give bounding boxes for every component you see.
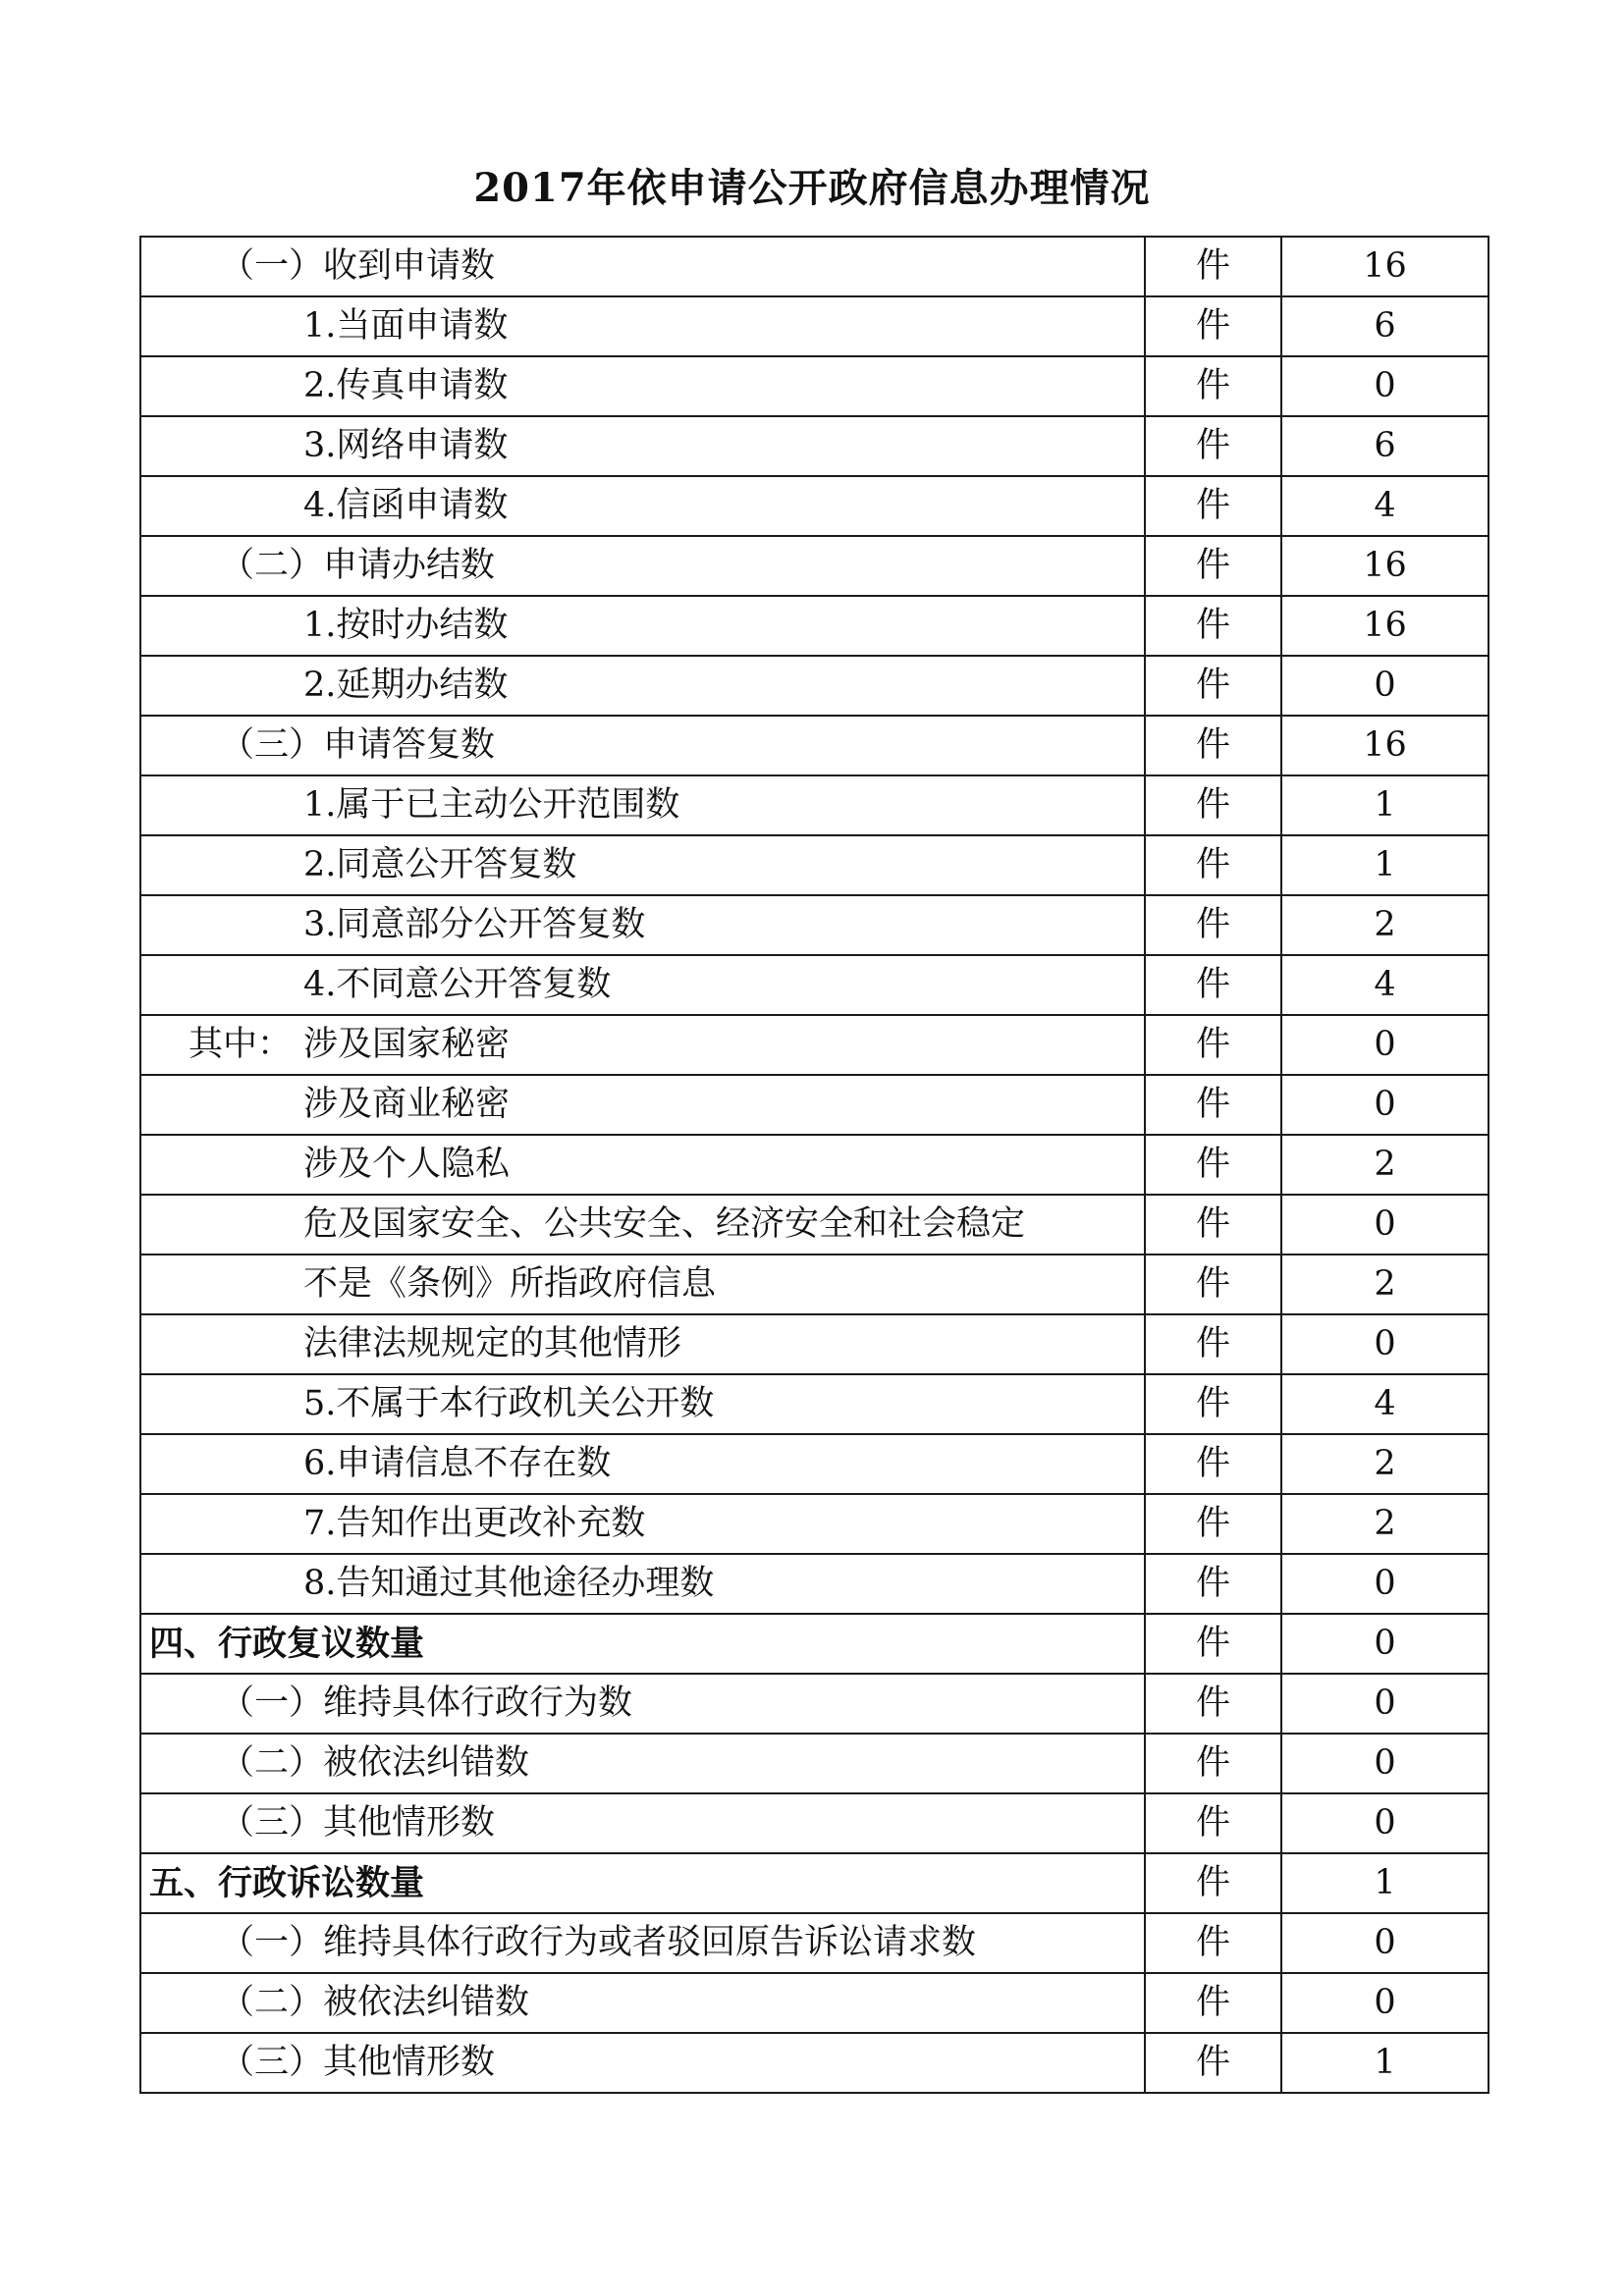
item-label: （一）维持具体行政行为数 — [140, 1674, 1145, 1734]
item-label-cell — [140, 1015, 1145, 1075]
statistics-table — [139, 236, 1489, 2094]
item-label: 6.申请信息不存在数 — [140, 1434, 1145, 1494]
table-row — [140, 1314, 1489, 1374]
unit-cell: 件 — [1145, 596, 1281, 656]
table-row — [140, 955, 1489, 1015]
table-row — [140, 1674, 1489, 1734]
value-cell: 2 — [1281, 1255, 1489, 1314]
unit-cell: 件 — [1145, 1195, 1281, 1255]
value-cell: 0 — [1281, 1195, 1489, 1255]
value-cell: 16 — [1281, 536, 1489, 596]
table-row — [140, 1075, 1489, 1135]
item-label: （三）申请答复数 — [140, 716, 1145, 775]
value-cell: 2 — [1281, 1494, 1489, 1554]
unit-cell: 件 — [1145, 656, 1281, 716]
unit-cell: 件 — [1145, 1554, 1281, 1614]
value-cell: 2 — [1281, 1434, 1489, 1494]
section-heading-label: 五、行政诉讼数量 — [140, 1853, 1145, 1913]
value-cell: 16 — [1281, 596, 1489, 656]
unit-cell: 件 — [1145, 955, 1281, 1015]
item-label: 4.信函申请数 — [140, 476, 1145, 536]
value-cell: 0 — [1281, 1015, 1489, 1075]
table-row — [140, 1793, 1489, 1853]
value-cell: 0 — [1281, 1973, 1489, 2033]
item-label: 4.不同意公开答复数 — [140, 955, 1145, 1015]
table-row — [140, 356, 1489, 416]
value-cell: 4 — [1281, 476, 1489, 536]
unit-cell: 件 — [1145, 1674, 1281, 1734]
value-cell: 0 — [1281, 1793, 1489, 1853]
qizhong-prefix: 其中： — [189, 1025, 293, 1064]
table-row — [140, 1494, 1489, 1554]
value-cell: 6 — [1281, 416, 1489, 476]
table-row — [140, 1195, 1489, 1255]
table-row — [140, 1734, 1489, 1793]
unit-cell: 件 — [1145, 835, 1281, 895]
unit-cell: 件 — [1145, 476, 1281, 536]
table-row — [140, 775, 1489, 835]
unit-cell: 件 — [1145, 1614, 1281, 1674]
table-row — [140, 1973, 1489, 2033]
table-row — [140, 1015, 1489, 1075]
table-row — [140, 1374, 1489, 1434]
unit-cell: 件 — [1145, 1135, 1281, 1195]
item-label: 不是《条例》所指政府信息 — [140, 1255, 1145, 1314]
item-label: 1.当面申请数 — [140, 296, 1145, 356]
item-label: （二）被依法纠错数 — [140, 1973, 1145, 2033]
unit-cell: 件 — [1145, 536, 1281, 596]
unit-cell: 件 — [1145, 416, 1281, 476]
value-cell: 1 — [1281, 2033, 1489, 2093]
value-cell: 1 — [1281, 835, 1489, 895]
item-label: （三）其他情形数 — [140, 2033, 1145, 2093]
table-row — [140, 237, 1489, 296]
table-row — [140, 536, 1489, 596]
table-row — [140, 835, 1489, 895]
unit-cell: 件 — [1145, 1973, 1281, 2033]
item-label: 1.属于已主动公开范围数 — [140, 775, 1145, 835]
item-label: 2.延期办结数 — [140, 656, 1145, 716]
unit-cell: 件 — [1145, 1734, 1281, 1793]
item-label: （二）申请办结数 — [140, 536, 1145, 596]
unit-cell: 件 — [1145, 1793, 1281, 1853]
value-cell: 16 — [1281, 237, 1489, 296]
table-row-section-heading — [140, 1853, 1489, 1913]
unit-cell: 件 — [1145, 1314, 1281, 1374]
table-row — [140, 296, 1489, 356]
value-cell: 0 — [1281, 356, 1489, 416]
table-row — [140, 1554, 1489, 1614]
unit-cell: 件 — [1145, 1434, 1281, 1494]
item-label: 危及国家安全、公共安全、经济安全和社会稳定 — [140, 1195, 1145, 1255]
value-cell: 0 — [1281, 1314, 1489, 1374]
item-label: 2.同意公开答复数 — [140, 835, 1145, 895]
value-cell: 2 — [1281, 1135, 1489, 1195]
item-label: 涉及商业秘密 — [140, 1075, 1145, 1135]
value-cell: 4 — [1281, 1374, 1489, 1434]
value-cell: 4 — [1281, 955, 1489, 1015]
page-title: 2017年依申请公开政府信息办理情况 — [473, 165, 1151, 211]
value-cell: 0 — [1281, 1734, 1489, 1793]
unit-cell: 件 — [1145, 1255, 1281, 1314]
value-cell: 0 — [1281, 1554, 1489, 1614]
unit-cell: 件 — [1145, 1494, 1281, 1554]
value-cell: 0 — [1281, 1913, 1489, 1973]
value-cell: 0 — [1281, 1075, 1489, 1135]
item-label: 8.告知通过其他途径办理数 — [140, 1554, 1145, 1614]
table-row — [140, 476, 1489, 536]
table-row — [140, 1135, 1489, 1195]
item-label: 1.按时办结数 — [140, 596, 1145, 656]
unit-cell: 件 — [1145, 895, 1281, 955]
table-row — [140, 416, 1489, 476]
value-cell: 1 — [1281, 1853, 1489, 1913]
value-cell: 0 — [1281, 656, 1489, 716]
unit-cell: 件 — [1145, 356, 1281, 416]
unit-cell: 件 — [1145, 296, 1281, 356]
unit-cell: 件 — [1145, 716, 1281, 775]
table-row — [140, 1913, 1489, 1973]
unit-cell: 件 — [1145, 1374, 1281, 1434]
item-label: （一）维持具体行政行为或者驳回原告诉讼请求数 — [140, 1913, 1145, 1973]
unit-cell: 件 — [1145, 1913, 1281, 1973]
item-label: 法律法规规定的其他情形 — [140, 1314, 1145, 1374]
table-row — [140, 2033, 1489, 2093]
unit-cell: 件 — [1145, 1015, 1281, 1075]
table-row — [140, 895, 1489, 955]
item-label: 2.传真申请数 — [140, 356, 1145, 416]
value-cell: 16 — [1281, 716, 1489, 775]
unit-cell: 件 — [1145, 1075, 1281, 1135]
item-label: 涉及国家秘密 — [303, 1025, 511, 1064]
unit-cell: 件 — [1145, 237, 1281, 296]
item-label: （一）收到申请数 — [140, 237, 1145, 296]
item-label: 7.告知作出更改补充数 — [140, 1494, 1145, 1554]
value-cell: 1 — [1281, 775, 1489, 835]
unit-cell: 件 — [1145, 2033, 1281, 2093]
item-label: （三）其他情形数 — [140, 1793, 1145, 1853]
table-row — [140, 716, 1489, 775]
table-row — [140, 656, 1489, 716]
item-label: 3.网络申请数 — [140, 416, 1145, 476]
item-label: 3.同意部分公开答复数 — [140, 895, 1145, 955]
unit-cell: 件 — [1145, 775, 1281, 835]
section-heading-label: 四、行政复议数量 — [140, 1614, 1145, 1674]
value-cell: 6 — [1281, 296, 1489, 356]
value-cell: 0 — [1281, 1614, 1489, 1674]
table-row-section-heading — [140, 1614, 1489, 1674]
value-cell: 0 — [1281, 1674, 1489, 1734]
item-label: 涉及个人隐私 — [140, 1135, 1145, 1195]
table-row — [140, 596, 1489, 656]
table-row — [140, 1434, 1489, 1494]
value-cell: 2 — [1281, 895, 1489, 955]
unit-cell: 件 — [1145, 1853, 1281, 1913]
item-label: （二）被依法纠错数 — [140, 1734, 1145, 1793]
table-row — [140, 1255, 1489, 1314]
item-label: 5.不属于本行政机关公开数 — [140, 1374, 1145, 1434]
